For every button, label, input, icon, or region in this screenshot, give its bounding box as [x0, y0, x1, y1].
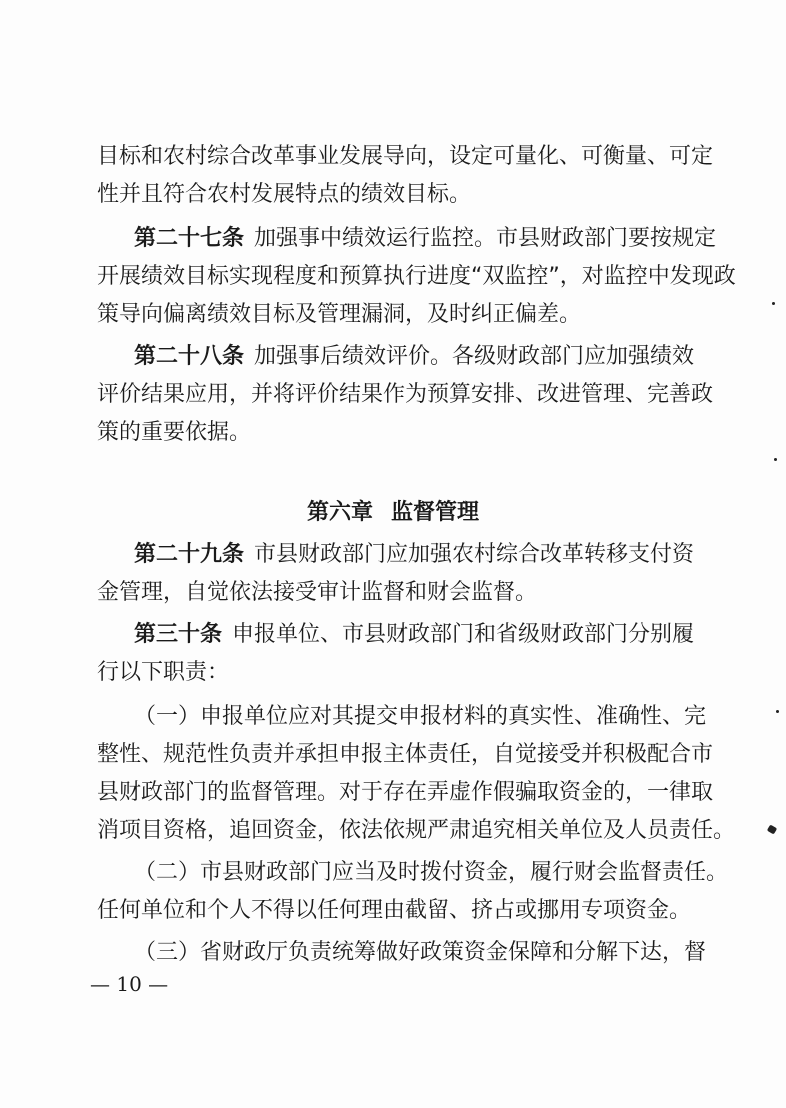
text-line: （三）省财政厅负责统筹做好政策资金保障和分解下达，督	[134, 940, 707, 965]
text-line: 县财政部门的监督管理。对于存在弄虚作假骗取资金的，一律取	[97, 780, 714, 805]
text-line: 策的重要依据。	[97, 420, 252, 445]
article-27-title: 第二十七条	[134, 226, 245, 251]
article-27-text: 加强事中绩效运行监控。市县财政部门要按规定	[254, 226, 717, 251]
text-line: 评价结果应用，并将评价结果作为预算安排、改进管理、完善政	[97, 382, 714, 407]
scan-speck	[776, 710, 779, 713]
scan-speck	[774, 458, 777, 461]
article-28-title: 第二十八条	[134, 344, 245, 369]
text-line: 消项目资格，追回资金，依法依规严肃追究相关单位及人员责任。	[97, 818, 736, 843]
page-number: — 10 —	[90, 972, 169, 996]
article-30-line	[134, 620, 693, 650]
article-30-title: 第三十条	[134, 622, 223, 647]
scan-speck	[772, 302, 775, 305]
text-line: 性并且符合农村发展特点的绩效目标。	[97, 182, 472, 207]
article-29-title: 第二十九条	[134, 542, 245, 567]
text-line: 任何单位和个人不得以任何理由截留、挤占或挪用专项资金。	[97, 898, 692, 923]
article-27-line	[134, 224, 717, 254]
chapter-number: 第六章	[306, 500, 373, 525]
article-30-text: 申报单位、市县财政部门和省级财政部门分别履	[232, 622, 695, 647]
text-line: （二）市县财政部门应当及时拨付资金，履行财会监督责任。	[134, 860, 729, 885]
article-28-text: 加强事后绩效评价。各级财政部门应加强绩效	[254, 344, 695, 369]
chapter-title: 监督管理	[391, 500, 480, 525]
text-line: 策导向偏离绩效目标及管理漏洞，及时纠正偏差。	[97, 302, 582, 327]
article-28-line	[134, 342, 693, 372]
text-line: 目标和农村综合改革事业发展导向，设定可量化、可衡量、可定	[97, 144, 714, 169]
chapter-heading	[0, 498, 786, 528]
text-line: 行以下职责：	[97, 660, 230, 685]
text-line: 开展绩效目标实现程度和预算执行进度“双监控”，对监控中发现政	[97, 264, 736, 289]
article-29-text: 市县财政部门应加强农村综合改革转移支付资	[254, 542, 695, 567]
text-line: 金管理，自觉依法接受审计监督和财会监督。	[97, 580, 538, 605]
article-29-line	[134, 540, 693, 570]
text-line: （一）申报单位应对其提交申报材料的真实性、准确性、完	[134, 704, 707, 729]
text-line: 整性、规范性负责并承担申报主体责任，自觉接受并积极配合市	[97, 742, 714, 767]
scan-speck	[767, 824, 777, 834]
